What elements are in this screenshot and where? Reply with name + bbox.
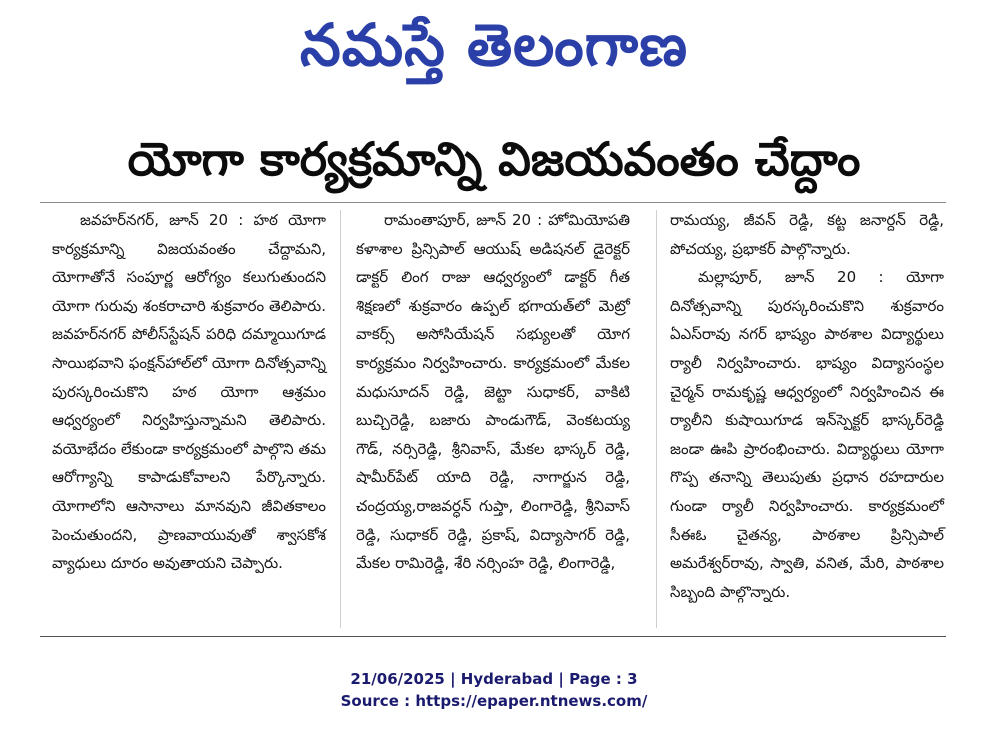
article-paragraph: రామంతాపూర్, జూన్ 20 : హోమియోపతి కళాశాల ప్రిన్సిపాల్ ఆయుష్ అడిషనల్ డైరెక్టర్ డాక్టర్ లింగ రాజు ఆధ్వర్యంలో డాక్టర్ గీత శిక్షణలో శుక్రవారం ఉప్పల్ భగాయత్‌లో మెట్రో వాకర్స్ అసోసియేషన్ సభ్యులతో యోగ కార్యక్రమం నిర్వహించారు. కార్యక్రమంలో మేకల మధుసూదన్ రెడ్డి, జెట్టా సుధాకర్, వాకిటి బుచ్చిరెడ్డి, బజారు పాండుగౌడ్, వెంకటయ్య గౌడ్, నర్సిరెడ్డి, శ్రీనివాస్, మేకల భాస్కర్ రెడ్డి, షామీర్‌పేట్ యాది రెడ్డి, నాగార్జున రెడ్డి, చంద్రయ్య,రాజవర్ధన్ గుప్తా, లింగారెడ్డి, శ్రీనివాస్ రెడ్డి, సుధాకర్ రెడ్డి, ప్రకాష్, విద్యాసాగర్ రెడ్డి, మేకల రామిరెడ్డి, శేరి నర్సింహ రెడ్డి, లింగారెడ్డి, (356, 211, 630, 573)
article-column-1 (52, 206, 326, 578)
article-column-3 (670, 206, 944, 606)
article-paragraph: రామయ్య, జీవన్ రెడ్డి, కట్ట జనార్దన్ రెడ్డి, పోచయ్య, ప్రభాకర్ పాల్గొన్నారు. (670, 211, 944, 258)
newspaper-masthead: నమస్తే తెలంగాణ (300, 11, 688, 79)
article-paragraph: మల్లాపూర్, జూన్ 20 : యోగా దినోత్సవాన్ని పురస్కరించుకొని శుక్రవారం ఏఎస్‌రావు నగర్ భాష్యం పాఠశాల విద్యార్థులు ర్యాలీ నిర్వహించారు. భాష్యం విద్యాసంస్థల చైర్మన్ రామకృష్ణ ఆధ్వర్యంలో నిర్వహించిన ఈ ర్యాలీని కుషాయిగూడ ఇన్‌స్పెక్టర్ భాస్కర్‌రెడ్డి జండా ఊపి ప్రారంభించారు. విద్యార్థులు యోగా గొప్ప తనాన్ని తెలుపుతు ప్రధాన రహదారుల గుండా ర్యాలీ నిర్వహించారు. కార్యక్రమంలో సీఈఓ చైతన్య, పాఠశాల ప్రిన్సిపాల్ అమరేశ్వర్‌రావు, స్వాతి, వనిత, మేరి, పాఠశాల సిబ్బంది పాల్గొన్నారు. (670, 268, 944, 601)
article-headline: యోగా కార్యక్రమాన్ని విజయవంతం చేద్దాం (127, 132, 861, 186)
headline-divider (40, 202, 946, 203)
footer-divider (40, 636, 946, 637)
source-link[interactable]: Source : https://epaper.ntnews.com/ (340, 692, 648, 710)
column-separator (340, 210, 341, 628)
edition-info: 21/06/2025 | Hyderabad | Page : 3 (350, 670, 638, 688)
column-separator (656, 210, 657, 628)
article-paragraph: జవహర్‌నగర్, జూన్ 20 : హఠ యోగా కార్యక్రమాన్ని విజయవంతం చేద్దామని, యోగాతోనే సంపూర్ణ ఆరోగ్యం కలుగుతుందని యోగా గురువు శంకరాచారి శుక్రవారం తెలిపారు. జవహర్‌నగర్ పోలీస్‌స్టేషన్ పరిధి దమ్మాయిగూడ సాయిభవాని ఫంక్షన్‌హాల్‌లో యోగా దినోత్సవాన్ని పురస్కరించుకొని హఠ యోగా ఆశ్రమం ఆధ్వర్యంలో నిర్వహిస్తున్నామని తెలిపారు. వయోభేదం లేకుండా కార్యక్రమంలో పాల్గొని తమ ఆరోగ్యాన్ని కాపాడుకోవాలని పేర్కొన్నారు. యోగాలోని ఆసానాలు మానవుని జీవితకాలం పెంచుతుందని, ప్రాణవాయువుతో శ్వాసకోశ వ్యాధులు దూరం అవుతాయని చెప్పారు. (52, 211, 326, 573)
article-column-2 (356, 206, 630, 578)
